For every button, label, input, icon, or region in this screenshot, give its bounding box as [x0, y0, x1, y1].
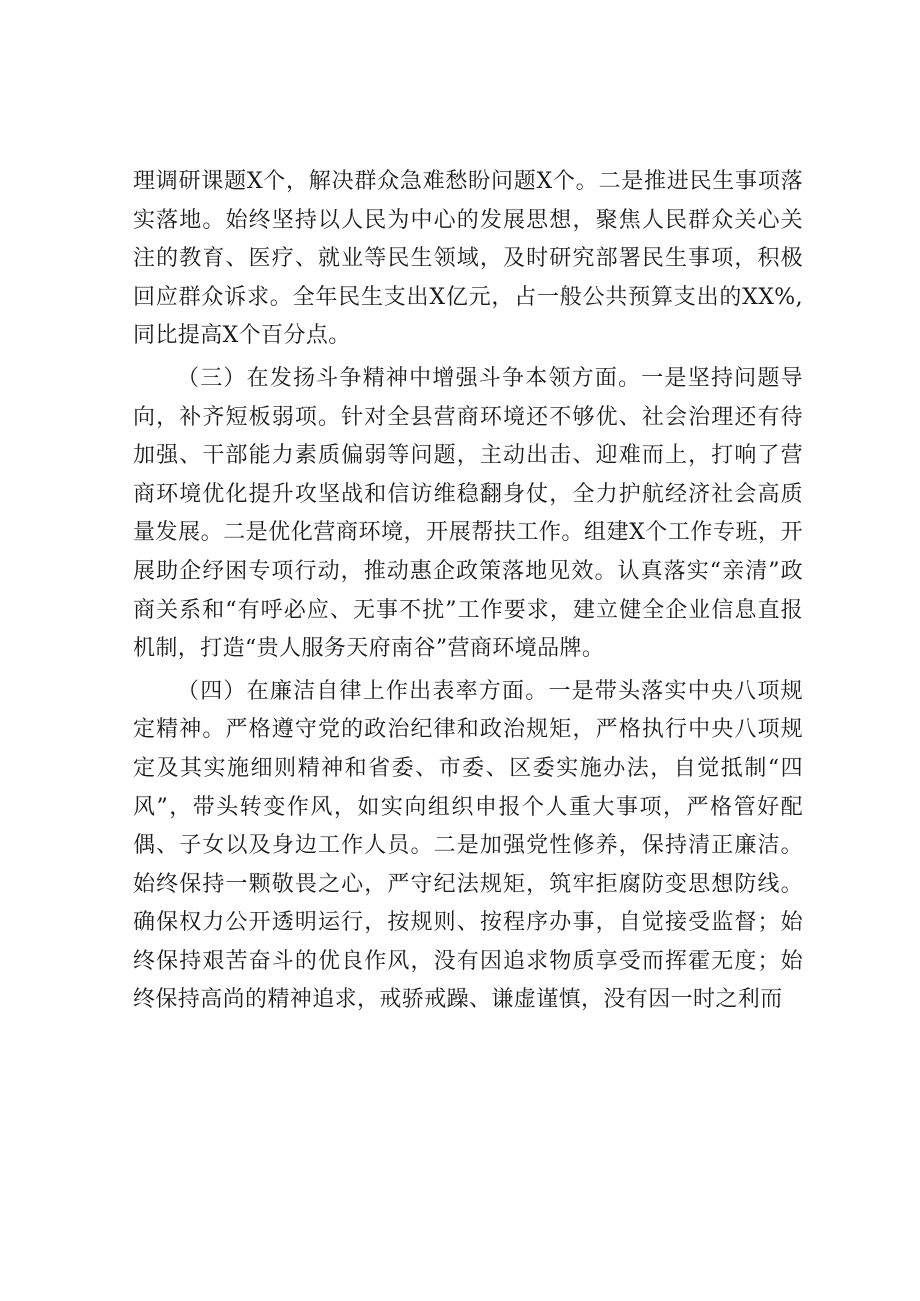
paragraph-continuation: 理调研课题X个，解决群众急难愁盼问题X个。二是推进民生事项落实落地。始终坚持以人民为中心的发展思想，聚焦人民群众关心关注的教育、医疗、就业等民生领域，及时研究部署民生事项，积极回应群众诉求。全年民生支出X亿元，占一般公共预算支出的XX%,同比提高X个百分点。	[133, 169, 803, 349]
document-body	[133, 163, 803, 1020]
paragraph-section-four: （四）在廉洁自律上作出表率方面。一是带头落实中央八项规定精神。严格遵守党的政治纪律和政治规矩，严格执行中央八项规定及其实施细则精神和省委、市委、区委实施办法，自觉抵制“四风”，带头转变作风，如实向组织申报个人重大事项，严格管好配偶、子女以及身边工作人员。二是加强党性修养，保持清正廉洁。始终保持一颗敬畏之心，严守纪法规矩，筑牢拒腐防变思想防线。确保权力公开透明运行，按规则、按程序办事，自觉接受监督；始终保持艰苦奋斗的优良作风，没有因追求物质享受而挥霍无度；始终保持高尚的精神追求，戒骄戒躁、谦虚谨慎，没有因一时之利而	[133, 678, 803, 1013]
paragraph-section-three: （三）在发扬斗争精神中增强斗争本领方面。一是坚持问题导向，补齐短板弱项。针对全县营商环境还不够优、社会治理还有待加强、干部能力素质偏弱等问题，主动出击、迎难而上，打响了营商环境优化提升攻坚战和信访维稳翻身仗，全力护航经济社会高质量发展。二是优化营商环境，开展帮扶工作。组建X个工作专班，开展助企纾困专项行动，推动惠企政策落地见效。认真落实“亲清”政商关系和“有呼必应、无事不扰”工作要求，建立健全企业信息直报机制，打造“贵人服务天府南谷”营商环境品牌。	[133, 365, 803, 662]
